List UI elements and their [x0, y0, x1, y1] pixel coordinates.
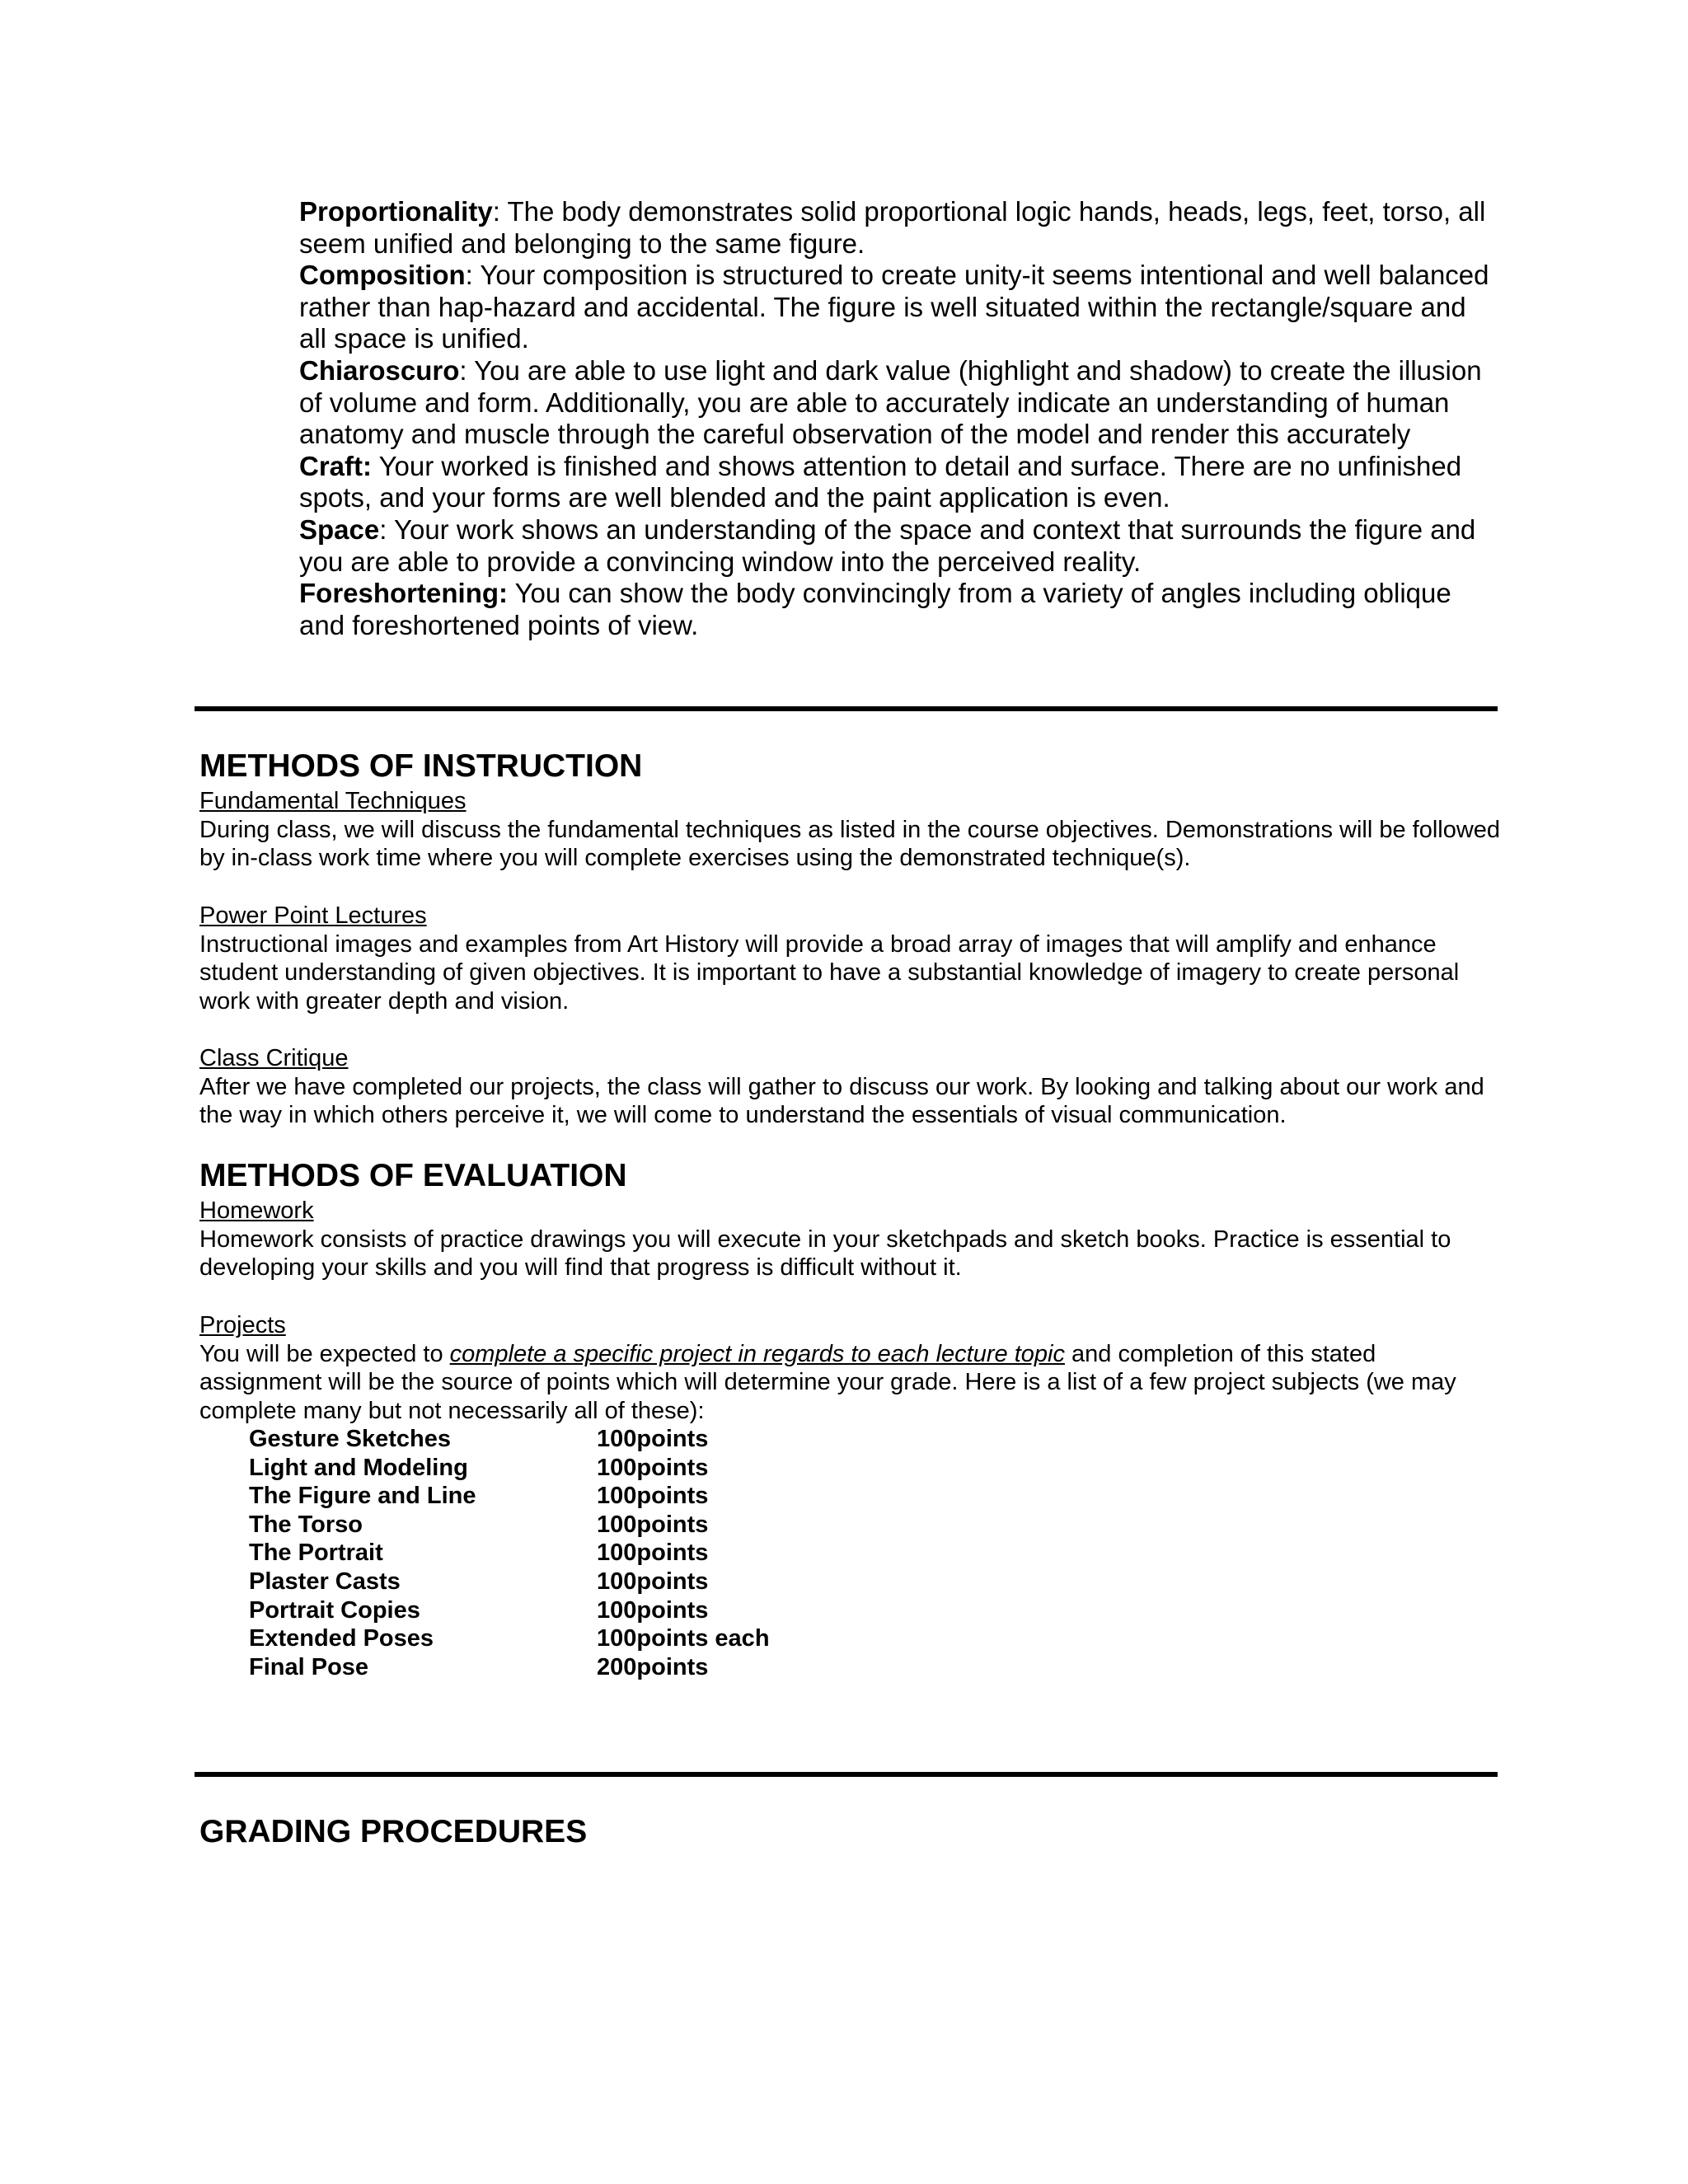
criterion-text: Your composition is structured to create unity-it seems intentional and well balanced rather than hap-hazard and accidental. The figure is well situated within the rectangle/square and all space is unified.: [299, 260, 1489, 354]
fundamental-techniques-section: [199, 787, 1502, 873]
criterion-text: You are able to use light and dark value (highlight and shadow) to create the illusion of volume and form. Additionally, you are able to accurately indicate an understanding of human anatomy and muscle through the careful observation of the model and render this accurately: [299, 354, 1482, 450]
list-item: [249, 1596, 770, 1625]
projects-body-rest: and completion of this stated assignment will be the source of points which will determine your grade. Here is a list of a few project subjects (we may complete many but not necessarily all of these):: [199, 1340, 1456, 1424]
criterion-proportionality: [299, 196, 1494, 260]
criterion-separator: [508, 578, 515, 608]
project-points-list: [249, 1425, 770, 1681]
projects-body-intro: You will be expected to: [199, 1340, 450, 1367]
list-item: [249, 1425, 770, 1454]
project-name: Light and Modeling: [249, 1454, 468, 1481]
criterion-space: [299, 514, 1494, 578]
subsection-title: Power Point Lectures: [199, 902, 427, 929]
subsection-body: During class, we will discuss the fundamental techniques as listed in the course objectives. Demonstrations will be followed by in-class work time where you will complete exercises using the demonstrated technique(s).: [199, 816, 1501, 871]
criterion-term: Space: [299, 513, 380, 545]
list-item: [249, 1454, 770, 1483]
subsection-title: Projects: [199, 1312, 286, 1338]
criterion-text: Your work shows an understanding of the space and context that surrounds the figure and you are able to provide a convincing window into the perceived reality.: [299, 513, 1476, 577]
power-point-lectures-section: [199, 902, 1502, 1015]
project-name: Portrait Copies: [249, 1596, 420, 1624]
list-item: [249, 1482, 770, 1511]
criterion-craft: [299, 451, 1494, 514]
project-points: 100points: [597, 1454, 709, 1481]
project-name: Final Pose: [249, 1653, 369, 1680]
project-name: The Figure and Line: [249, 1483, 476, 1510]
criterion-separator: :: [459, 354, 475, 386]
criterion-foreshortening: [299, 578, 1494, 641]
criterion-chiaroscuro: [299, 355, 1494, 451]
project-points: 100points: [597, 1483, 709, 1510]
criterion-separator: :: [492, 196, 508, 227]
criterion-term: Craft:: [299, 450, 372, 481]
project-points: 100points each: [597, 1625, 770, 1652]
criterion-text: Your worked is finished and shows attention to detail and surface. There are no unfinished spots, and your forms are well blended and the paint application is even.: [299, 450, 1462, 513]
projects-body-emphasis: complete a specific project in regards to each lecture topic: [449, 1340, 1065, 1367]
subsection-title: Class Critique: [199, 1045, 349, 1071]
class-critique-section: [199, 1044, 1502, 1130]
subsection-body: [199, 1340, 1502, 1426]
criterion-term: Proportionality: [299, 196, 493, 227]
project-name: Plaster Casts: [249, 1568, 401, 1595]
subsection-body: Homework consists of practice drawings you will execute in your sketchpads and sketch books. Practice is essential to developing your skills and you will find that progress is difficult without it.: [199, 1226, 1451, 1281]
project-points: 100points: [597, 1540, 709, 1567]
section-divider: [195, 1772, 1498, 1777]
subsection-body: After we have completed our projects, the class will gather to discuss our work. By looking and talking about our work and the way in which others perceive it, we will come to understand the essentials of visual communication.: [199, 1073, 1484, 1128]
list-item: [249, 1624, 770, 1653]
methods-of-evaluation-heading: METHODS OF EVALUATION: [199, 1158, 627, 1193]
subsection-title: Homework: [199, 1197, 314, 1224]
project-points: 100points: [597, 1511, 709, 1538]
criterion-text: The body demonstrates solid proportional logic hands, heads, legs, feet, torso, all seem unified and belonging to the same figure.: [299, 196, 1486, 259]
subsection-title: Fundamental Techniques: [199, 788, 467, 814]
grading-criteria: [299, 196, 1494, 641]
project-name: Gesture Sketches: [249, 1426, 452, 1452]
criterion-composition: [299, 260, 1494, 355]
subsection-body: Instructional images and examples from Art History will provide a broad array of images that will amplify and enhance student understanding of given objectives. It is important to have a substantial knowledge of imagery to create personal work with greater depth and vision.: [199, 930, 1460, 1015]
project-points: 100points: [597, 1596, 709, 1624]
criterion-term: Foreshortening:: [299, 578, 508, 609]
list-item: [249, 1539, 770, 1568]
projects-section: [199, 1311, 1502, 1425]
project-points: 100points: [597, 1426, 709, 1452]
criterion-separator: :: [379, 513, 394, 545]
project-points: 200points: [597, 1653, 709, 1680]
criterion-term: Composition: [299, 260, 466, 291]
criterion-separator: :: [465, 260, 481, 291]
section-divider: [195, 706, 1498, 711]
list-item: [249, 1511, 770, 1540]
project-name: Extended Poses: [249, 1625, 434, 1652]
criterion-separator: [372, 451, 379, 481]
list-item: [249, 1568, 770, 1596]
grading-procedures-heading: GRADING PROCEDURES: [199, 1814, 588, 1849]
project-points: 100points: [597, 1568, 709, 1595]
list-item: [249, 1653, 770, 1682]
project-name: The Torso: [249, 1511, 363, 1538]
homework-section: [199, 1197, 1502, 1282]
criterion-text: You can show the body convincingly from a variety of angles including oblique and foreshortened points of view.: [299, 578, 1451, 640]
criterion-term: Chiaroscuro: [299, 354, 460, 386]
methods-of-instruction-heading: METHODS OF INSTRUCTION: [199, 748, 643, 784]
project-name: The Portrait: [249, 1540, 383, 1567]
